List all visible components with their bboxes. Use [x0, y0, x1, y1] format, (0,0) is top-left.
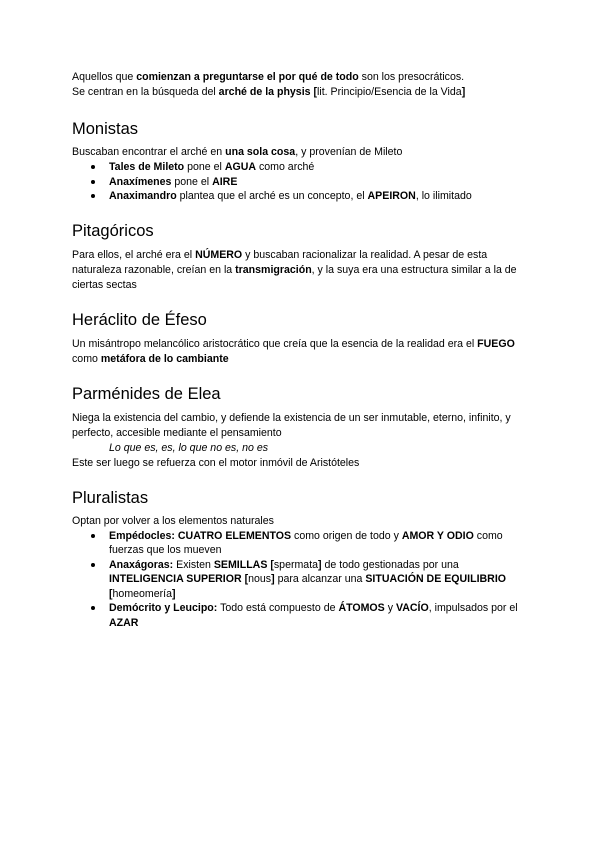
bold-text: AGUA: [224, 161, 257, 173]
monistas-paragraph: [72, 145, 532, 160]
heading-monistas: Monistas: [72, 120, 139, 138]
text: como origen de todo y: [291, 529, 402, 542]
text: y: [384, 602, 396, 614]
bold-text: SITUACIÓN DE EQUILIBRIO: [365, 573, 507, 585]
bold-text: transmigración: [235, 263, 312, 276]
bracket: ]: [271, 573, 275, 585]
text: Un misántropo melancólico aristocrático que creía que la esencia de la realidad era el: [72, 337, 478, 350]
bracket: ]: [461, 86, 466, 98]
bracket: ]: [318, 558, 322, 571]
bold-text: ÁTOMOS: [338, 602, 385, 614]
text: plantea que el arché es un concepto, el: [176, 190, 368, 202]
bracket: [: [270, 558, 274, 571]
bold-text: APEIRON: [367, 190, 416, 202]
bold-text: INTELIGENCIA SUPERIOR: [109, 573, 242, 585]
text: Buscaban encontrar el arché en: [72, 146, 226, 158]
bold-text: AZAR: [109, 616, 139, 629]
bold-text: VACÍO: [395, 602, 429, 614]
text: y buscaban racionalizar la realidad. A pesar de esta naturaleza razonable, creían en la: [72, 248, 488, 276]
text: como arché: [256, 161, 315, 173]
parmenides-quote: Lo que es, es, lo que no es, no es: [109, 441, 269, 454]
intro-line-1: [72, 70, 532, 85]
bold-text: Empédocles:: [109, 529, 175, 542]
bold-text: Anaxímenes: [109, 175, 172, 188]
monistas-list: [72, 160, 532, 204]
bold-text: metáfora de lo cambiante: [100, 352, 229, 365]
text: Se centran en la búsqueda del: [72, 86, 219, 98]
parmenides-paragraph-2: Este ser luego se refuerza con el motor inmóvil de Aristóteles: [72, 456, 360, 469]
bold-text: una sola cosa: [225, 146, 296, 158]
bracket: ]: [172, 587, 176, 600]
bold-text: CUATRO ELEMENTOS: [177, 529, 292, 542]
bold-text: AIRE: [212, 175, 238, 188]
bold-text: NÚMERO: [195, 248, 243, 261]
text: como fuerzas que los mueven: [109, 529, 503, 556]
list-item: [109, 529, 532, 558]
text: , lo ilimitado: [415, 190, 472, 202]
bold-text: Tales de Mileto: [109, 161, 185, 173]
text: son los presocráticos.: [358, 71, 465, 83]
heading-pitagoricos: Pitagóricos: [72, 221, 154, 240]
text: lit. Principio/Esencia de la Vida: [317, 86, 462, 98]
text: pone el: [171, 175, 213, 188]
text: Todo está compuesto de: [217, 602, 339, 614]
bold-text: arché de la physis: [218, 86, 311, 98]
bracket: [: [313, 86, 318, 98]
bracket: [: [109, 587, 113, 600]
bold-text: SEMILLAS: [213, 558, 268, 571]
intro-line-2: [72, 85, 532, 100]
heading-heraclito: Heráclito de Éfeso: [72, 310, 207, 329]
text: , y provenían de Mileto: [295, 146, 403, 158]
text: Para ellos, el arché era el: [72, 248, 196, 261]
text: , y la suya era una estructura similar a la de ciertas sectas: [72, 263, 517, 291]
list-item: [109, 558, 532, 602]
text: homeomería: [112, 587, 173, 600]
text: Aquellos que: [72, 71, 137, 83]
list-item: [109, 160, 532, 175]
bracket: [: [244, 573, 249, 585]
parmenides-paragraph-1: Niega la existencia del cambio, y defiende la existencia de un ser inmutable, eterno, infinito, y perfecto, accesible mediante el pensamiento: [72, 411, 511, 439]
text: para alcanzar una: [274, 573, 366, 585]
text: nous: [248, 573, 272, 585]
text: , impulsados por el: [428, 602, 518, 614]
heraclito-paragraph: [72, 337, 532, 367]
bold-text: FUEGO: [477, 337, 515, 350]
bold-text: AMOR Y ODIO: [401, 529, 474, 542]
list-item: [109, 175, 532, 190]
text: spermata: [273, 558, 319, 571]
pluralistas-paragraph: Optan por volver a los elementos naturales: [72, 514, 274, 527]
pluralistas-list: [72, 529, 532, 631]
text: de todo gestionadas por una: [321, 558, 459, 571]
heading-parmenides: Parménides de Elea: [72, 384, 221, 403]
heading-pluralistas: Pluralistas: [72, 488, 149, 507]
bold-text: Anaximandro: [109, 190, 177, 202]
list-item: [109, 189, 532, 204]
text: como: [72, 352, 101, 365]
text: pone el: [184, 161, 225, 173]
bold-text: Anaxágoras:: [109, 558, 174, 571]
text: Existen: [173, 558, 214, 571]
pitagoricos-paragraph: [72, 248, 532, 293]
document-page: [72, 70, 532, 630]
bold-text: comienzan a preguntarse el por qué de todo: [136, 71, 359, 83]
bold-text: Demócrito y Leucipo:: [109, 602, 218, 614]
list-item: [109, 601, 532, 630]
